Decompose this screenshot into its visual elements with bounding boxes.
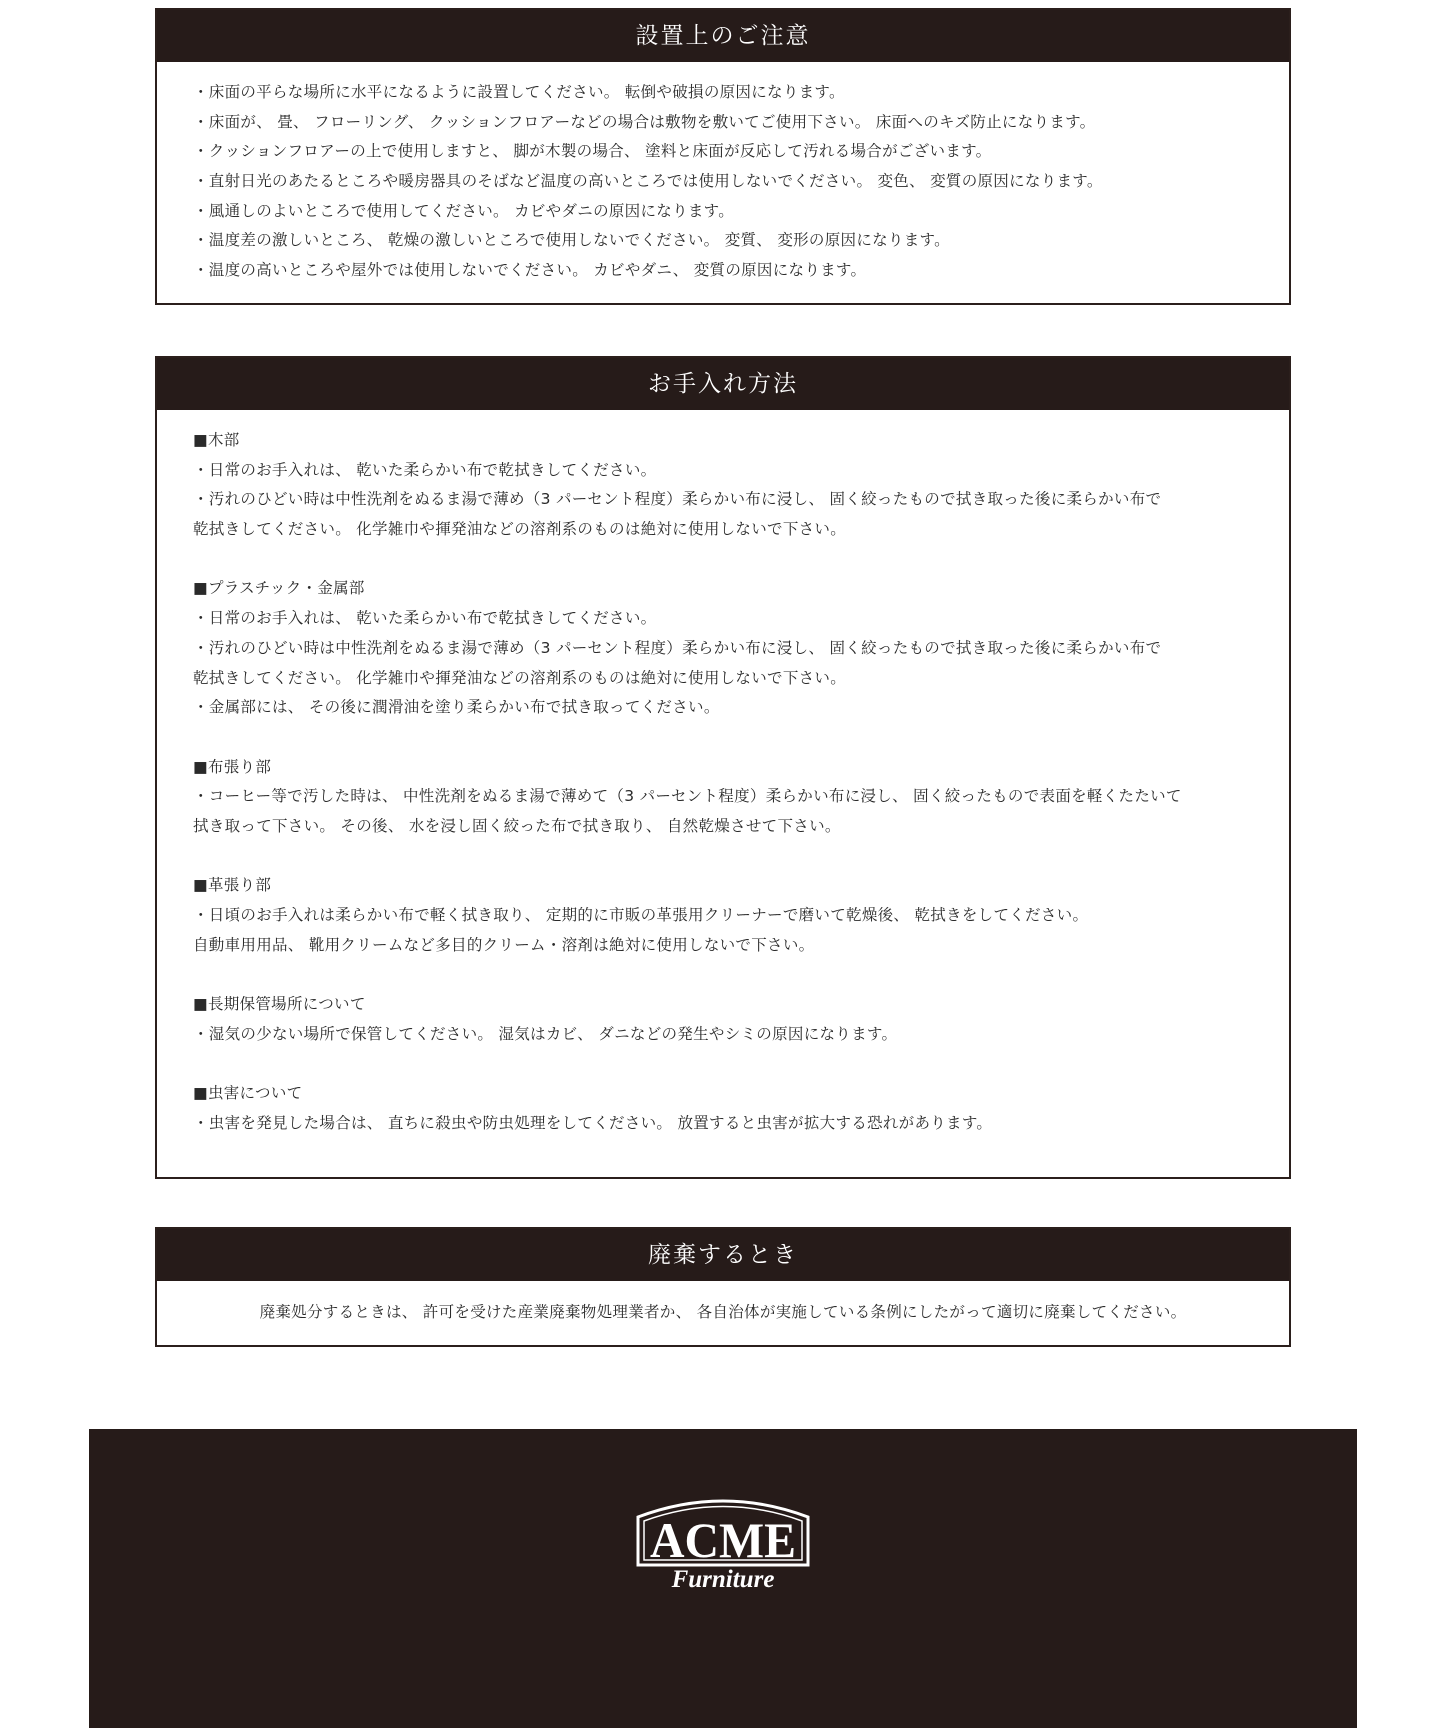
setup-caution-list [157, 62, 1289, 286]
care-group-line: ・湿気の少ない場所で保管してください。 湿気はカビ、 ダニなどの発生やシミの原因になります。 [193, 1024, 898, 1043]
care-method-content [157, 410, 1289, 1139]
setup-caution-item: ・床面が、 畳、 フローリング、 クッションフロアーなどの場合は敷物を敷いてご使用下さい。 床面へのキズ防止になります。 [193, 112, 1096, 131]
logo-main-text: ACME [650, 1512, 796, 1568]
care-group-line: ・コーヒー等で汚した時は、 中性洗剤をぬるま湯で薄めて（3 パーセント程度）柔らかい布に浸し、 固く絞ったもので表面を軽くたたいて [193, 787, 1182, 806]
setup-caution-item: ・温度の高いところや屋外では使用しないでください。 カビやダニ、 変質の原因になります。 [193, 261, 867, 280]
care-group-line: 自動車用用品、 靴用クリームなど多目的クリーム・溶剤は絶対に使用しないで下さい。 [193, 935, 815, 954]
care-group-heading-wood: ■木部 [193, 431, 240, 449]
disposal-title: 廃棄するとき [157, 1229, 1289, 1281]
care-method-panel [155, 356, 1291, 1179]
disposal-text: 廃棄処分するときは、 許可を受けた産業廃棄物処理業者か、 各自治体が実施している条例にしたがって適切に廃棄してください。 [259, 1303, 1187, 1321]
setup-caution-item: ・温度差の激しいところ、 乾燥の激しいところで使用しないでください。 変質、 変形の原因になります。 [193, 231, 950, 250]
care-group-line: ・虫害を発見した場合は、 直ちに殺虫や防虫処理をしてください。 放置すると虫害が拡大する恐れがあります。 [193, 1113, 993, 1132]
care-group-line: ・汚れのひどい時は中性洗剤をぬるま湯で薄め（3 パーセント程度）柔らかい布に浸し、 固く絞ったもので拭き取った後に柔らかい布で [193, 638, 1162, 657]
disposal-panel [155, 1227, 1291, 1347]
setup-caution-item: ・床面の平らな場所に水平になるように設置してください。 転倒や破損の原因になります。 [193, 83, 845, 101]
care-group-heading-storage: ■長期保管場所について [193, 995, 366, 1014]
care-group-line: 乾拭きしてください。 化学雑巾や揮発油などの溶剤系のものは絶対に使用しないで下さい。 [193, 520, 847, 539]
care-group-heading-fabric: ■布張り部 [193, 757, 272, 776]
care-group-line: ・金属部には、 その後に潤滑油を塗り柔らかい布で拭き取ってください。 [193, 698, 720, 717]
setup-caution-title: 設置上のご注意 [157, 10, 1289, 62]
care-group-heading-plastic-metal: ■プラスチック・金属部 [193, 579, 365, 598]
care-group-line: ・日常のお手入れは、 乾いた柔らかい布で乾拭きしてください。 [193, 609, 657, 628]
setup-caution-item: ・風通しのよいところで使用してください。 カビやダニの原因になります。 [193, 201, 735, 220]
care-group-line: ・日常のお手入れは、 乾いた柔らかい布で乾拭きしてください。 [193, 460, 657, 479]
logo-sub-text: Furniture [671, 1566, 775, 1593]
setup-caution-item: ・直射日光のあたるところや暖房器具のそばなど温度の高いところでは使用しないでください。 変色、 変質の原因になります。 [193, 172, 1103, 191]
footer-banner [89, 1429, 1357, 1728]
care-method-title: お手入れ方法 [157, 358, 1289, 410]
care-group-heading-insects: ■虫害について [193, 1084, 303, 1103]
care-group-heading-leather: ■革張り部 [193, 876, 272, 895]
care-group-line: 拭き取って下さい。 その後、 水を浸し固く絞った布で拭き取り、 自然乾燥させて下さい。 [193, 816, 841, 835]
care-group-line: ・日頃のお手入れは柔らかい布で軽く拭き取り、 定期的に市販の革張用クリーナーで磨いて乾燥後、 乾拭きをしてください。 [193, 906, 1089, 924]
acme-furniture-logo [632, 1479, 814, 1599]
care-group-line: 乾拭きしてください。 化学雑巾や揮発油などの溶剤系のものは絶対に使用しないで下さい。 [193, 668, 847, 687]
setup-caution-panel [155, 8, 1291, 305]
setup-caution-item: ・クッションフロアーの上で使用しますと、 脚が木製の場合、 塗料と床面が反応して汚れる場合がございます。 [193, 142, 992, 161]
care-group-line: ・汚れのひどい時は中性洗剤をぬるま湯で薄め（3 パーセント程度）柔らかい布に浸し、 固く絞ったもので拭き取った後に柔らかい布で [193, 490, 1162, 509]
